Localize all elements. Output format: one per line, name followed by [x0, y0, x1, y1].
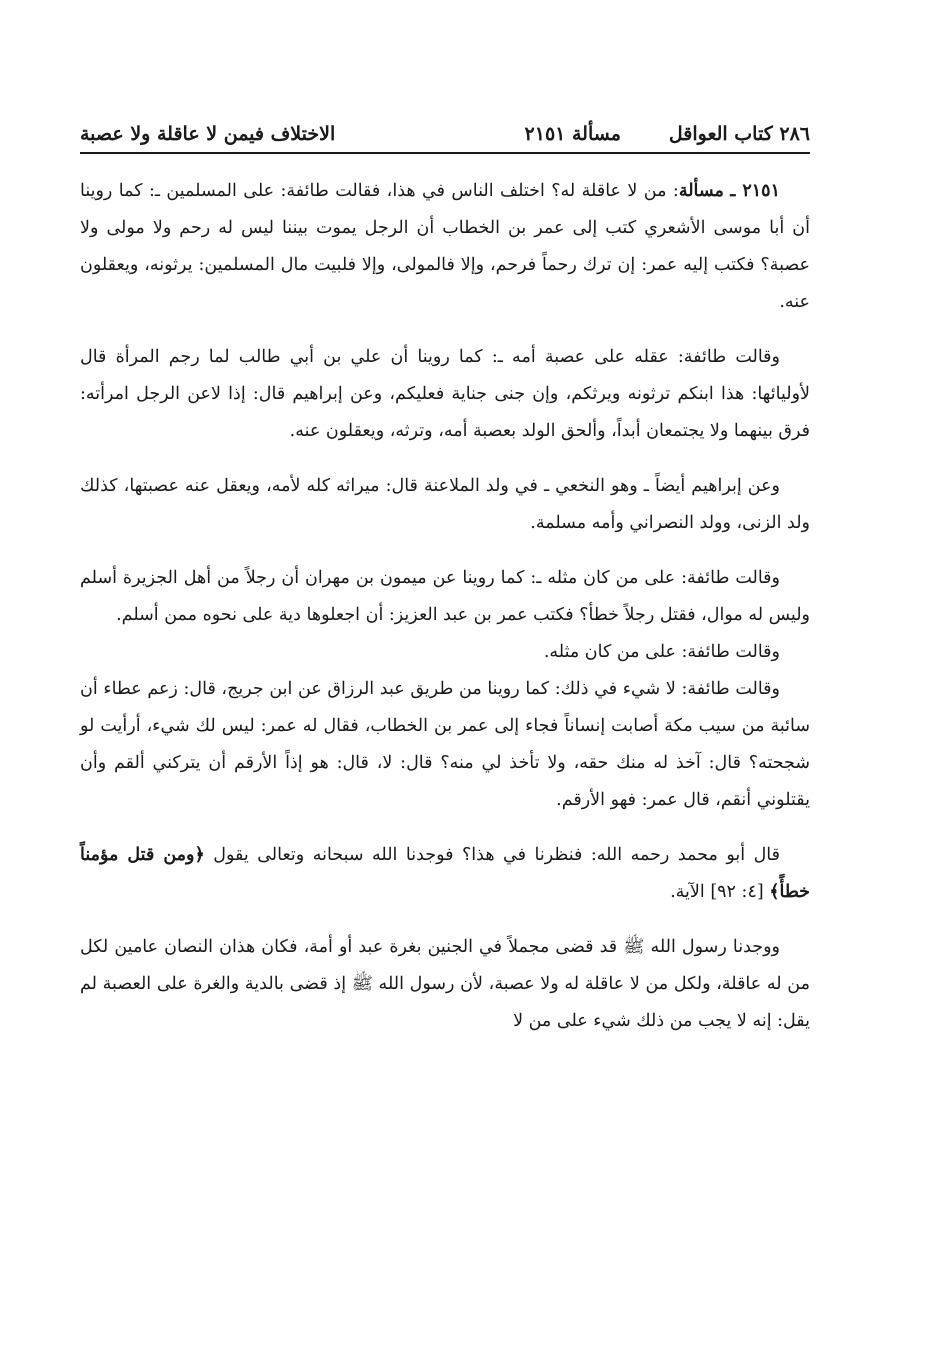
issue-number: ٢١٥١ ـ — [730, 181, 780, 201]
header-right-group — [525, 123, 810, 145]
issue-label: مسألة ٢١٥١ — [524, 123, 621, 145]
paragraph-text: وقالت طائفة: على من كان مثله. — [543, 642, 780, 662]
paragraph-text: وقالت طائفة: عقله على عصبة أمه ـ: كما روينا أن علي بن أبي طالب لما رجم المرأة قال لأوليائها: هذا ابنكم ترثونه ويرثكم، وإن جنى جناية فعليكم، وعن إبراهيم قال: إذا لاعن الرجل امرأته: فرق بينهما ولا يجتمعان أبداً، وألحق الولد بعصبة أمه، وترثه، ويعقلون عنه. — [80, 347, 810, 441]
paragraph-text: قال أبو محمد رحمه الله: فنظرنا في هذا؟ فوجدنا الله سبحانه وتعالى يقول — [213, 845, 780, 865]
header-rule — [80, 152, 810, 154]
quran-verse: ﴿ومن قتل مؤمناً خطأً﴾ — [80, 845, 810, 902]
paragraph — [80, 560, 810, 634]
paragraph-text: ووجدنا رسول الله ﷺ قد قضى مجملاً في الجنين بغرة عبد أو أمة، فكان هذان النصان عامين لكل من له عاقلة، ولكل من لا عاقلة له ولا عصبة، لأن رسول الله ﷺ إذ قضى بالدية والغرة على العصبة لم يقل: إنه لا يجب من ذلك شيء على من لا — [80, 937, 810, 1031]
paragraph — [80, 671, 810, 819]
paragraph — [80, 837, 810, 911]
paragraph-text: وعن إبراهيم أيضاً ـ وهو النخعي ـ في ولد الملاعنة قال: ميراثه كله لأمه، ويعقل عنه عصبتها، كذلك ولد الزنى، وولد النصراني وأمه مسلمة. — [80, 476, 810, 533]
header-title — [669, 123, 810, 145]
paragraph — [80, 339, 810, 450]
issue-keyword: مسألة — [678, 181, 724, 201]
paragraph-text: وقالت طائفة: على من كان مثله ـ: كما روينا عن ميمون بن مهران أن رجلاً من أهل الجزيرة أسلم وليس له موال، فقتل رجلاً خطأ؟ فكتب عمر بن عبد العزيز: أن اجعلوها دية على نحوه ممن أسلم. — [80, 568, 810, 625]
verse-reference: [٤: ٩٢] الآية. — [670, 882, 770, 902]
paragraph-text: : من لا عاقلة له؟ اختلف الناس في هذا، فقالت طائفة: على المسلمين ـ: كما روينا أن أبا موسى الأشعري كتب إلى عمر بن الخطاب أن الرجل يموت بيننا ليس له رحم ولا مولى ولا عصبة؟ فكتب إليه عمر: إن ترك رحماً فرحم، وإلا فالمولى، وإلا فلبيت مال المسلمين: يرثونه، ويعقلون عنه. — [80, 181, 810, 312]
page-number: ٢٨٦ — [779, 123, 810, 145]
paragraph — [80, 634, 810, 671]
paragraph — [80, 468, 810, 542]
paragraph — [80, 929, 810, 1040]
paragraph — [80, 173, 810, 321]
book-title: كتاب العواقل — [668, 123, 773, 145]
section-topic: الاختلاف فيمن لا عاقلة ولا عصبة — [80, 123, 336, 145]
running-header — [80, 116, 810, 152]
paragraph-text: وقالت طائفة: لا شيء في ذلك: كما روينا من طريق عبد الرزاق عن ابن جريج، قال: زعم عطاء أن سائبة من سيب مكة أصابت إنساناً فجاء إلى عمر بن الخطاب، فقال له عمر: ليس لك شيء، أرأيت لو شجحته؟ قال: آخذ له منك حقه، ولا تأخذ لي منه؟ قال: لا، قال: هو إذاً الأرقم أن يتركني ألقم وأن يقتلوني أنقم، قال عمر: فهو الأرقم. — [80, 679, 811, 810]
page-body — [80, 173, 810, 1040]
